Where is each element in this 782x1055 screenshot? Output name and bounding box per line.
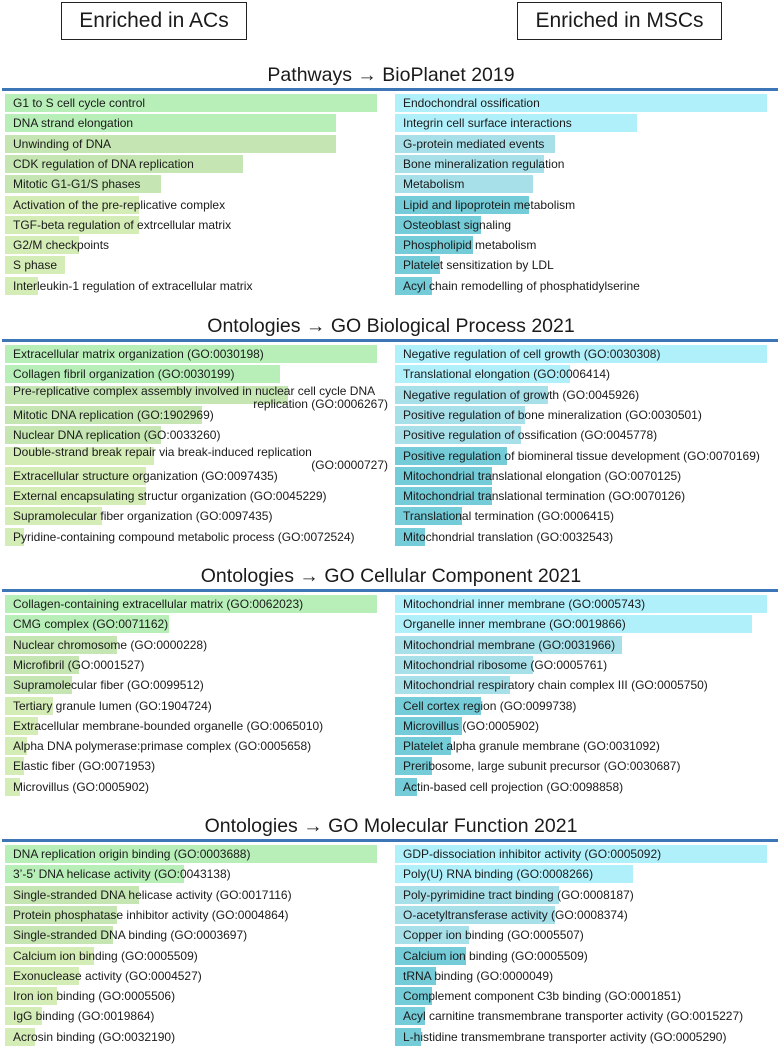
bar-row — [5, 426, 387, 444]
bar-row — [395, 757, 777, 775]
bar-row — [5, 778, 387, 796]
bar-row — [395, 717, 777, 735]
bar-label: DNA strand elongation — [13, 116, 134, 131]
bar-row — [5, 467, 387, 485]
bar-label: Actin-based cell projection (GO:0098858) — [403, 779, 624, 794]
bar-row — [5, 615, 387, 633]
section-divider — [2, 589, 778, 592]
bar-row — [5, 676, 387, 694]
bar-row — [5, 947, 387, 965]
bar-label: Calcium ion binding (GO:0005509) — [13, 948, 198, 963]
bar-row — [395, 1007, 777, 1025]
bar-label: Positive regulation of bone mineralization (GO:0030501) — [403, 407, 702, 422]
chart-section — [0, 64, 782, 304]
bar-row — [5, 886, 387, 904]
chart-section — [0, 315, 782, 555]
bar-label: Unwinding of DNA — [13, 136, 112, 151]
bar-label: Mitochondrial membrane (GO:0031966) — [403, 637, 616, 652]
bar-row — [5, 757, 387, 775]
bar-row — [5, 155, 387, 173]
enriched-mscs-header: Enriched in MSCs — [517, 2, 722, 40]
bar-row — [395, 365, 777, 383]
bar-label: Activation of the pre-replicative complex — [13, 197, 226, 212]
bar-row — [395, 676, 777, 694]
bar-row — [395, 487, 777, 505]
bar-row — [395, 467, 777, 485]
bar-label: Mitochondrial respiratory chain complex III (GO:0005750) — [403, 678, 708, 693]
bar-label: External encapsulating structur organization (GO:0045229) — [13, 489, 327, 504]
bar-label: TGF-beta regulation of extrcellular matrix — [13, 217, 232, 232]
bar-label: Extracellular structure organization (GO:0097435) — [13, 468, 278, 483]
bar-label: Microvillus (GO:0005902) — [13, 779, 150, 794]
bar-label: Mitochondrial translation (GO:0032543) — [403, 529, 614, 544]
bar-label: Metabolism — [403, 177, 465, 192]
bar-label: Supramolecular fiber (GO:0099512) — [13, 678, 204, 693]
bar-row — [395, 114, 777, 132]
bar-label: Bone mineralization regulation — [403, 156, 565, 171]
bar-label: Cell cortex region (GO:0099738) — [403, 698, 577, 713]
bar-row — [5, 1007, 387, 1025]
bar-row — [395, 507, 777, 525]
bar-label: CDK regulation of DNA replication — [13, 156, 194, 171]
bar-label: Mitochondrial inner membrane (GO:0005743) — [403, 597, 646, 611]
bar-label: Pre-replicative complex assembly involved in nuclear cell cycle DNA replication (GO:0006267) — [13, 383, 388, 411]
enriched-acs-header: Enriched in ACs — [61, 2, 247, 40]
bar-row — [5, 175, 387, 193]
bar-row — [5, 216, 387, 234]
bar-label: S phase — [13, 258, 58, 273]
bar-row — [5, 926, 387, 944]
bar-label: Exonuclease activity (GO:0004527) — [13, 968, 202, 983]
bar-label: Microfibril (GO:0001527) — [13, 657, 145, 672]
bar-row — [395, 406, 777, 424]
bar-row — [395, 447, 777, 465]
bar-label: Collagen fibril organization (GO:0030199) — [13, 367, 235, 382]
chart-title: Ontologies → GO Biological Process 2021 — [207, 315, 575, 337]
bar-label: Alpha DNA polymerase:primase complex (GO:0005658) — [13, 739, 312, 754]
bar-row — [5, 528, 387, 546]
bar-row — [5, 383, 388, 411]
bar-label: Mitochondrial ribosome (GO:0005761) — [403, 657, 608, 672]
bar-row — [5, 967, 387, 985]
bar-row — [395, 155, 777, 173]
bar-label: Negative regulation of growth (GO:0045926) — [403, 387, 640, 402]
chart-section — [0, 565, 782, 805]
bar-label: Elastic fiber (GO:0071953) — [13, 759, 156, 774]
bar-label: Organelle inner membrane (GO:0019866) — [403, 617, 626, 632]
bar-label: L-histidine transmembrane transporter activity (GO:0005290) — [403, 1029, 727, 1044]
bar-label: Mitochondrial translational elongation (GO:0070125) — [403, 468, 682, 483]
bar-label: Protein phosphatase inhibitor activity (GO:0004864) — [13, 907, 289, 922]
bar-label: Extracellular membrane-bounded organelle (GO:0065010) — [13, 718, 324, 733]
bar-row — [395, 135, 777, 153]
bar-label: G-protein mediated events — [403, 136, 545, 151]
bar-label: Mitotic DNA replication (GO:1902969) — [13, 407, 214, 422]
bar-row — [5, 444, 388, 472]
bar-label: DNA replication origin binding (GO:0003688) — [13, 847, 251, 861]
chart-title: Ontologies → GO Cellular Component 2021 — [200, 565, 582, 587]
bar-row — [5, 365, 387, 383]
bar-label: Osteoblast signaling — [403, 217, 512, 232]
bar-row — [5, 196, 387, 214]
bar-label: Single-stranded DNA helicase activity (GO:0017116) — [13, 887, 292, 902]
bar-label: Acrosin binding (GO:0032190) — [13, 1029, 176, 1044]
bar-row — [395, 967, 777, 985]
bar-row — [395, 196, 777, 214]
bar-row — [5, 114, 387, 132]
bar-row — [395, 886, 777, 904]
bar-row — [5, 94, 387, 112]
bar-row — [395, 256, 777, 274]
bar-label: Nuclear chromosome (GO:0000228) — [13, 637, 208, 652]
bar-row — [5, 845, 387, 863]
bar-row — [5, 656, 387, 674]
bar-row — [395, 865, 777, 883]
bar-row — [395, 386, 777, 404]
bar-row — [395, 697, 777, 715]
bar-row — [395, 1028, 777, 1046]
bar-row — [395, 947, 777, 965]
bar-label: Collagen-containing extracellular matrix (GO:0062023) — [13, 597, 304, 611]
bar-label: Interleukin-1 regulation of extracellular matrix — [13, 278, 253, 293]
bar-row — [395, 277, 777, 295]
bar-label: GDP-dissociation inhibitor activity (GO:0005092) — [403, 847, 662, 861]
bar-label: Integrin cell surface interactions — [403, 116, 572, 131]
bar-row — [395, 595, 777, 613]
bar-label: Poly(U) RNA binding (GO:0008266) — [403, 867, 594, 882]
bar-row — [395, 845, 777, 863]
bar-row — [5, 406, 387, 424]
bar-label: 3’-5’ DNA helicase activity (GO:0043138) — [13, 867, 231, 882]
bar-row — [5, 717, 387, 735]
section-divider — [2, 839, 778, 842]
bar-label: Mitotic G1-G1/S phases — [13, 177, 141, 192]
bar-row — [395, 345, 777, 363]
bar-row — [395, 615, 777, 633]
bar-label: Pyridine-containing compound metabolic process (GO:0072524) — [13, 529, 355, 544]
bar-label: Phospholipid metabolism — [403, 238, 537, 253]
bar-label: Lipid and lipoprotein metabolism — [403, 197, 576, 212]
bar-row — [395, 216, 777, 234]
bar-row — [395, 636, 777, 654]
bar-label: Platelet alpha granule membrane (GO:0031092) — [403, 739, 660, 754]
bar-row — [395, 426, 777, 444]
bar-row — [5, 906, 387, 924]
bar-label: G1 to S cell cycle control — [13, 96, 146, 110]
bar-label: Calcium ion binding (GO:0005509) — [403, 948, 588, 963]
bar-row — [395, 175, 777, 193]
bar-row — [395, 737, 777, 755]
bar-row — [5, 737, 387, 755]
bar-label: Poly-pyrimidine tract binding (GO:0008187) — [403, 887, 634, 902]
chart-section — [0, 815, 782, 1055]
bar-label: Acyl carnitine transmembrane transporter activity (GO:0015227) — [403, 1009, 744, 1024]
bar-row — [5, 507, 387, 525]
bar-row — [5, 697, 387, 715]
bar-label: Translational termination (GO:0006415) — [403, 509, 614, 524]
bar-label: Positive regulation of ossification (GO:0045778) — [403, 428, 658, 443]
chart-title: Ontologies → GO Molecular Function 2021 — [204, 815, 578, 837]
bar-label: Single-stranded DNA binding (GO:0003697) — [13, 928, 248, 943]
section-divider — [2, 339, 778, 342]
bar-label: G2/M checkpoints — [13, 238, 110, 253]
bar-label: IgG binding (GO:0019864) — [13, 1009, 155, 1024]
bar-label: Copper ion binding (GO:0005507) — [403, 928, 584, 943]
bar-row — [5, 1028, 387, 1046]
bar-row — [395, 926, 777, 944]
bar-row — [5, 135, 387, 153]
bar-row — [5, 987, 387, 1005]
bar-label: Preribosome, large subunit precursor (GO:0030687) — [403, 759, 681, 774]
bar-row — [5, 345, 387, 363]
bar-row — [395, 528, 777, 546]
bar-label: Positive regulation of biomineral tissue development (GO:0070169) — [403, 448, 760, 463]
bar-row — [395, 778, 777, 796]
bar-label: O-acetyltransferase activity (GO:0008374) — [403, 907, 628, 922]
section-divider — [2, 88, 778, 91]
bar-row — [5, 487, 387, 505]
bar-label: Microvillus (GO:0005902) — [403, 718, 540, 733]
bar-label: Extracellular matrix organization (GO:0030198) — [13, 347, 264, 361]
bar-label: Mitochondrial translational termination (GO:0070126) — [403, 489, 686, 504]
bar-row — [395, 906, 777, 924]
bar-label: Iron ion binding (GO:0005506) — [13, 989, 176, 1004]
bar-row — [395, 94, 777, 112]
bar-label: CMG complex (GO:0071162) — [13, 617, 169, 632]
bar-row — [5, 865, 387, 883]
bar-label: Double-strand break repair via break-induced replication (GO:0000727) — [13, 444, 388, 472]
bar-row — [5, 256, 387, 274]
bar-label: Negative regulation of cell growth (GO:0030308) — [403, 347, 661, 361]
bar-label: Translational elongation (GO:0006414) — [403, 367, 611, 382]
bar-label: Nuclear DNA replication (GO:0033260) — [13, 428, 221, 443]
bar-row — [5, 595, 387, 613]
bar-row — [395, 656, 777, 674]
bar-row — [395, 987, 777, 1005]
bar-label: Supramolecular fiber organization (GO:0097435) — [13, 509, 273, 524]
bar-label: Complement component C3b binding (GO:0001851) — [403, 989, 682, 1004]
bar-row — [395, 236, 777, 254]
bar-row — [5, 277, 387, 295]
bar-row — [5, 236, 387, 254]
bar-row — [5, 636, 387, 654]
bar-label: Acyl chain remodelling of phosphatidylserine — [403, 278, 640, 293]
bar-label: tRNA binding (GO:0000049) — [403, 968, 554, 983]
bar-label: Tertiary granule lumen (GO:1904724) — [13, 698, 212, 713]
chart-title: Pathways → BioPlanet 2019 — [267, 64, 515, 86]
bar-label: Endochondral ossification — [403, 96, 540, 110]
bar-label: Platelet sensitization by LDL — [403, 258, 554, 273]
